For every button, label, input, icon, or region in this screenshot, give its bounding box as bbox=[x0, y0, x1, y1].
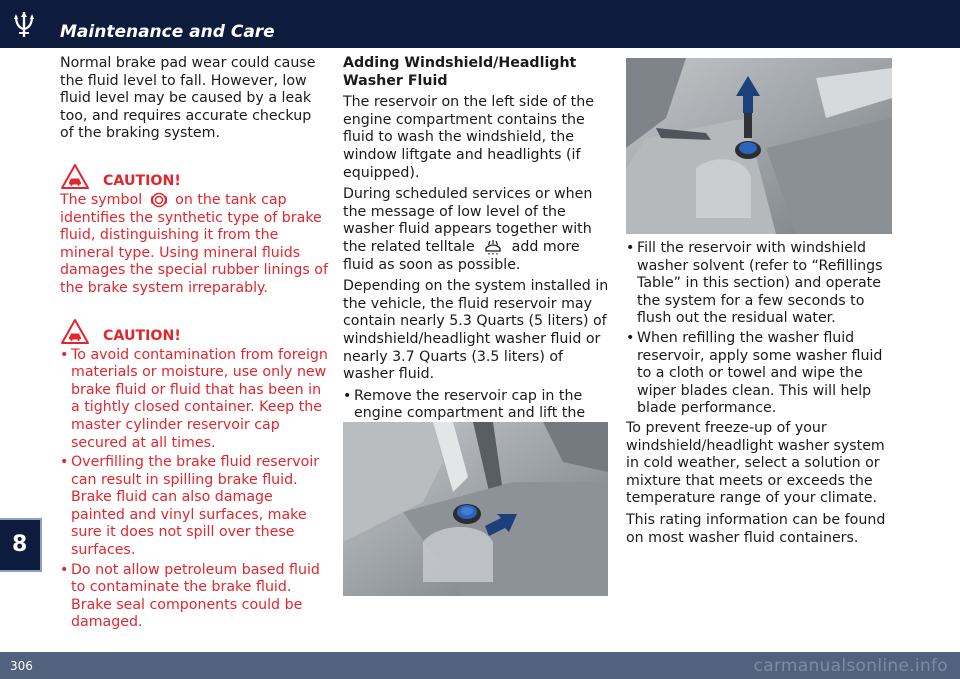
caution-label-2: CAUTION! bbox=[103, 327, 181, 344]
caution-block-1 bbox=[60, 163, 328, 190]
list-item: • Overfilling the brake fluid reservoir can result in spilling brake fluid. Brake fluid can also damage painted and vinyl surfaces, make sure it does not spill over these surfaces. bbox=[60, 454, 328, 560]
caution-text-1 bbox=[60, 192, 328, 298]
chapter-number: 8 bbox=[12, 532, 28, 557]
paragraph-telltale-b: add more fluid as soon as possible. bbox=[343, 238, 580, 273]
caution-car-icon bbox=[60, 163, 90, 190]
caution-list-2 bbox=[60, 347, 328, 633]
paragraph-capacity: Depending on the system installed in the vehicle, the fluid reservoir may contain nearly 5.3 Quarts (5 liters) of windshield/headlight washer fluid or nearly 3.7 Quarts (3.5 liters) of washer fluid. bbox=[343, 278, 609, 383]
paragraph-rating: This rating information can be found on most washer fluid containers. bbox=[626, 511, 886, 546]
intro-paragraph: Normal brake pad wear could cause the fluid level to fall. However, low fluid level may be caused by a leak too, and requires accurate checkup of the braking system. bbox=[60, 55, 316, 142]
page-title: Maintenance and Care bbox=[60, 22, 275, 42]
paragraph-telltale-a: During scheduled services or when the message of low level of the washer fluid appears together with the related telltale bbox=[343, 186, 593, 255]
trident-logo-icon bbox=[8, 8, 40, 40]
paragraph-freeze: To prevent freeze-up of your windshield/headlight washer system in cold weather, select a solution or mixture that meets or exceeds the temperature range of your climate. bbox=[626, 419, 885, 507]
page-header bbox=[0, 0, 960, 48]
caution-text-1a: The symbol bbox=[60, 191, 143, 208]
column-right bbox=[626, 240, 896, 551]
list-item: • When refilling the washer fluid reservoir, apply some washer fluid to a cloth or towel and wipe the wiper blades clean. This will help blade performance. bbox=[626, 330, 896, 418]
list-item: • To avoid contamination from foreign materials or moisture, use only new brake fluid or fluid that has been in a tightly closed container. Keep the master cylinder reservoir cap secured at all times. bbox=[60, 347, 328, 453]
engine-compartment-photo-filler-neck bbox=[626, 58, 892, 234]
paragraph-telltale bbox=[343, 186, 611, 274]
brake-fluid-symbol-icon bbox=[151, 192, 167, 208]
caution-text-1b: on the tank cap identifies the synthetic type of brake fluid, distinguishing it from the mineral type. Using mineral fluids damages the special rubber linings of the brake system irreparably. bbox=[60, 191, 328, 296]
caution-block-2 bbox=[60, 318, 328, 345]
paragraph-reservoir: The reservoir on the left side of the engine compartment contains the fluid to wash the windshield, the window liftgate and headlights (if equipped). bbox=[343, 94, 594, 181]
list-item: • Do not allow petroleum based fluid to contaminate the brake fluid. Brake seal components could be damaged. bbox=[60, 562, 328, 632]
watermark: carmanualsonline.info bbox=[753, 656, 948, 676]
section-heading: Adding Windshield/Headlight Washer Fluid bbox=[343, 55, 577, 89]
column-middle bbox=[343, 55, 611, 442]
page-number: 306 bbox=[10, 659, 33, 673]
list-item: • Fill the reservoir with windshield washer solvent (refer to “Refillings Table” in this section) and operate the system for a few seconds to flush out the residual water. bbox=[626, 240, 896, 328]
chapter-tab[interactable] bbox=[0, 518, 42, 572]
caution-label-1: CAUTION! bbox=[103, 172, 181, 189]
engine-compartment-photo-cap bbox=[343, 422, 608, 596]
list-item: • Remove the reservoir cap in the engine compartment and lift the bbox=[343, 388, 611, 441]
caution-car-icon bbox=[60, 318, 90, 345]
column-left bbox=[60, 55, 328, 634]
page-footer bbox=[0, 652, 960, 679]
instructions-list-continued bbox=[626, 240, 896, 418]
washer-fluid-telltale-icon bbox=[483, 239, 503, 255]
